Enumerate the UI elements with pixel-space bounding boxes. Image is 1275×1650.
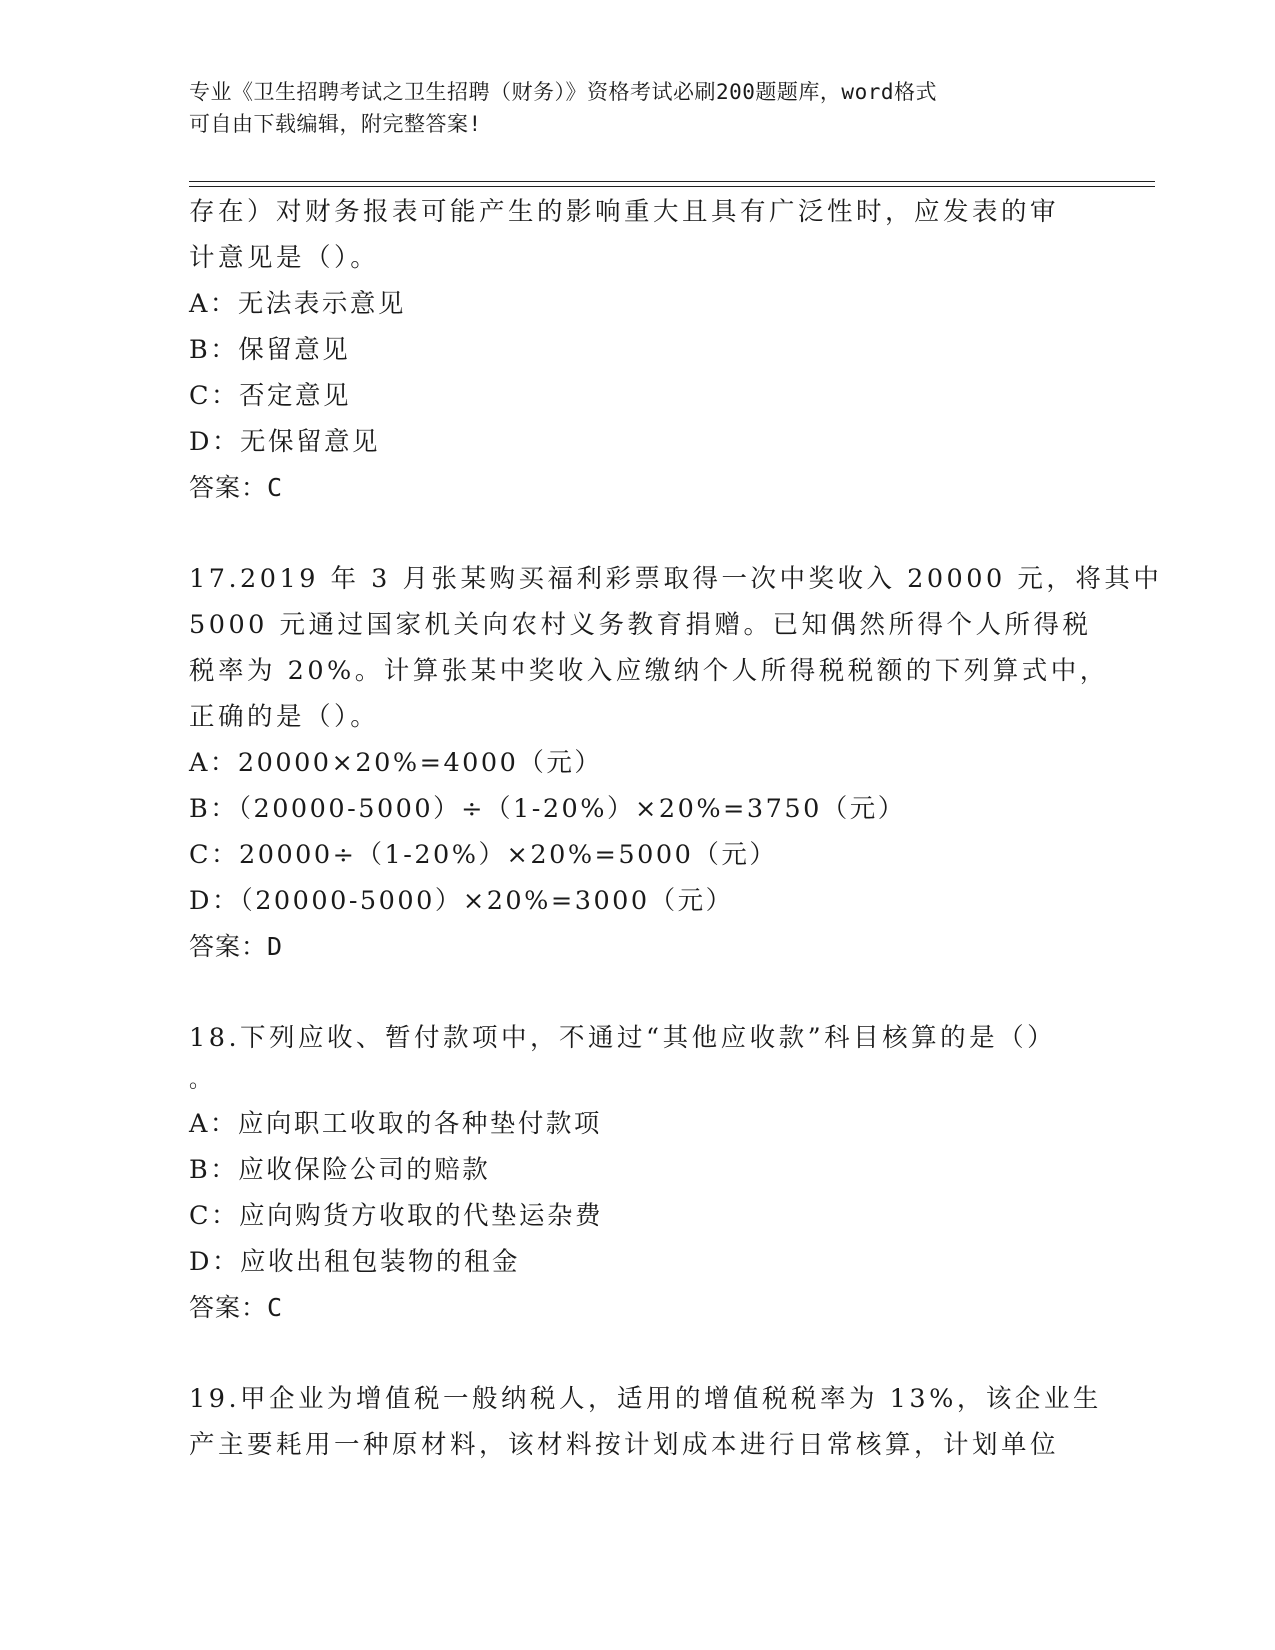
question-text-line: 。 <box>189 1068 215 1093</box>
page-header <box>189 76 1069 140</box>
question-text-line: 正确的是（）。 <box>189 702 380 732</box>
header-divider-bottom <box>189 186 1155 187</box>
question-list <box>189 189 1163 1468</box>
question-17 <box>189 556 1163 970</box>
answer-label: 答案： <box>189 1293 268 1322</box>
option-a: A：应向职工收取的各种垫付款项 <box>189 1109 602 1139</box>
answer-label: 答案： <box>189 473 268 502</box>
question-text-line: 5000 元通过国家机关向农村义务教育捐赠。已知偶然所得个人所得税 <box>189 610 1092 640</box>
option-a: A：20000×20%=4000（元） <box>189 748 603 778</box>
option-c: C：应向购货方收取的代垫运杂费 <box>189 1201 604 1231</box>
question-text-line: 19.甲企业为增值税一般纳税人，适用的增值税税率为 13%，该企业生 <box>189 1384 1102 1414</box>
question-text-line: 存在）对财务报表可能产生的影响重大且具有广泛性时，应发表的审 <box>189 197 1060 227</box>
question-19 <box>189 1376 1102 1468</box>
option-b: B：（20000-5000）÷（1-20%）×20%=3750（元） <box>189 794 906 824</box>
header-line-2: 可自由下载编辑，附完整答案! <box>189 112 482 136</box>
option-d: D：（20000-5000）×20%=3000（元） <box>189 886 734 916</box>
option-d: D：无保留意见 <box>189 427 380 457</box>
question-text-line: 税率为 20%。计算张某中奖收入应缴纳个人所得税税额的下列算式中， <box>189 656 1109 686</box>
option-b: B：保留意见 <box>189 335 351 365</box>
answer <box>189 924 1089 970</box>
answer-value: C <box>267 1293 284 1322</box>
question-text-line: 18.下列应收、暂付款项中，不通过“其他应收款”科目核算的是（） <box>189 1023 1057 1053</box>
answer-value: D <box>267 932 284 961</box>
question-16 <box>189 189 1089 511</box>
question-text-line: 计意见是（）。 <box>189 243 380 273</box>
option-c: C：否定意见 <box>189 381 352 411</box>
answer <box>189 1285 1089 1331</box>
option-b: B：应收保险公司的赔款 <box>189 1155 491 1185</box>
answer-label: 答案： <box>189 932 268 961</box>
question-text-line: 17.2019 年 3 月张某购买福利彩票取得一次中奖收入 20000 元，将其中 <box>189 564 1163 594</box>
header-line-1: 专业《卫生招聘考试之卫生招聘（财务）》资格考试必刷200题题库，word格式 <box>189 80 937 104</box>
answer <box>189 465 1089 511</box>
option-a: A：无法表示意见 <box>189 289 406 319</box>
header-divider-top <box>189 181 1155 182</box>
option-d: D：应收出租包装物的租金 <box>189 1247 520 1277</box>
answer-value: C <box>267 473 284 502</box>
question-18 <box>189 1015 1089 1331</box>
question-text-line: 产主要耗用一种原材料，该材料按计划成本进行日常核算，计划单位 <box>189 1430 1060 1460</box>
option-c: C：20000÷（1-20%）×20%=5000（元） <box>189 840 778 870</box>
